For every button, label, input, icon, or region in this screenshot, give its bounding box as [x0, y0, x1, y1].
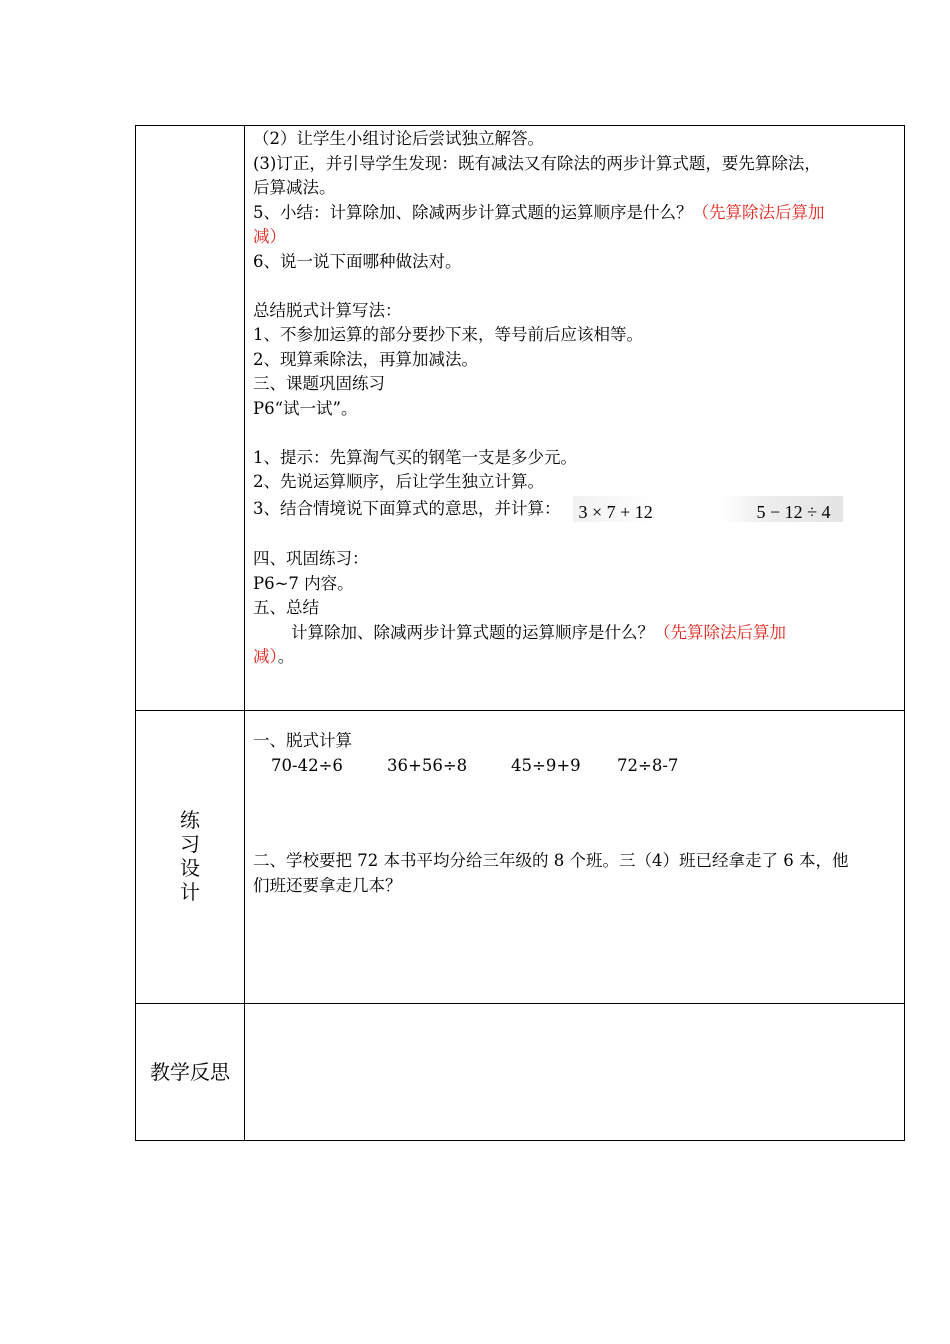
word-problem-line-1: 二、学校要把 72 本书平均分给三年级的 8 个班。三（4）班已经拿走了 6 本，他: [253, 851, 849, 870]
exercise-design-label: 练 习 设 计: [180, 808, 200, 904]
line-group-discuss: （2）让学生小组讨论后尝试独立解答。: [253, 129, 544, 148]
calc-item-3: 45÷9+9: [511, 755, 581, 775]
expression-2: 5 − 12 ÷ 4: [756, 502, 831, 522]
expression-1: 3 × 7 + 12: [578, 502, 653, 522]
hint-line: 1、提示：先算淘气买的钢笔一支是多少元。: [253, 447, 577, 467]
calculation-row: [253, 754, 898, 779]
calc-item-4: 72÷8-7: [617, 755, 679, 775]
row-divider-2: [136, 1003, 904, 1004]
method-item-1: 1、不参加运算的部分要抄下来，等号前后应该相等。: [253, 325, 643, 344]
calc-item-1: 70-42÷6: [271, 755, 343, 775]
summary-answer: （先算除法后算加: [692, 202, 825, 222]
conclusion-line-cont: 减）。: [253, 647, 295, 666]
conclusion-answer: （先算除法后算加: [654, 622, 786, 642]
line-summary: 5、小结：计算除加、除减两步计算式题的运算顺序是什么？（先算除法后算加: [253, 202, 825, 222]
column-divider: [244, 126, 245, 1140]
teaching-reflection-label: 教学反思: [150, 1060, 230, 1084]
calc-item-2: 36+56÷8: [387, 755, 468, 775]
expression-image: [573, 496, 843, 522]
practice-title: 四、巩固练习：: [253, 549, 369, 568]
line-correct: (3)订正，并引导学生发现：既有减法又有除法的两步计算式题，要先算除法，: [253, 153, 821, 173]
teaching-process-cell: [253, 127, 898, 670]
method-item-2: 2、现算乘除法，再算加减法。: [253, 349, 478, 369]
conclusion-title: 五、总结: [253, 598, 319, 617]
line-correct-cont: 后算减法。: [253, 178, 336, 197]
consolidate-title: 三、课题巩固练习: [253, 374, 385, 393]
row-divider-1: [136, 710, 904, 711]
section1-title: 一、脱式计算: [253, 731, 352, 750]
context-line: 3、结合情境说下面算式的意思，并计算： 3 × 7 + 12 5 − 12 ÷ 4: [253, 495, 898, 523]
try-one: P6“试一试”。: [253, 398, 358, 418]
word-problem-line-2: 们班还要拿走几本？: [253, 875, 402, 895]
conclusion-answer-cont: 减）: [253, 647, 278, 666]
line-say-which: 6、说一说下面哪种做法对。: [253, 251, 462, 271]
practice-content: P6~7 内容。: [253, 573, 354, 593]
method-title: 总结脱式计算写法：: [253, 300, 402, 320]
exercise-design-cell: [253, 729, 898, 898]
lesson-plan-table: [135, 125, 905, 1141]
conclusion-line: 计算除加、除减两步计算式题的运算顺序是什么？（先算除法后算加: [291, 622, 786, 642]
say-order-line: 2、先说运算顺序，后让学生独立计算。: [253, 472, 544, 491]
summary-answer-cont: 减）: [253, 227, 286, 246]
